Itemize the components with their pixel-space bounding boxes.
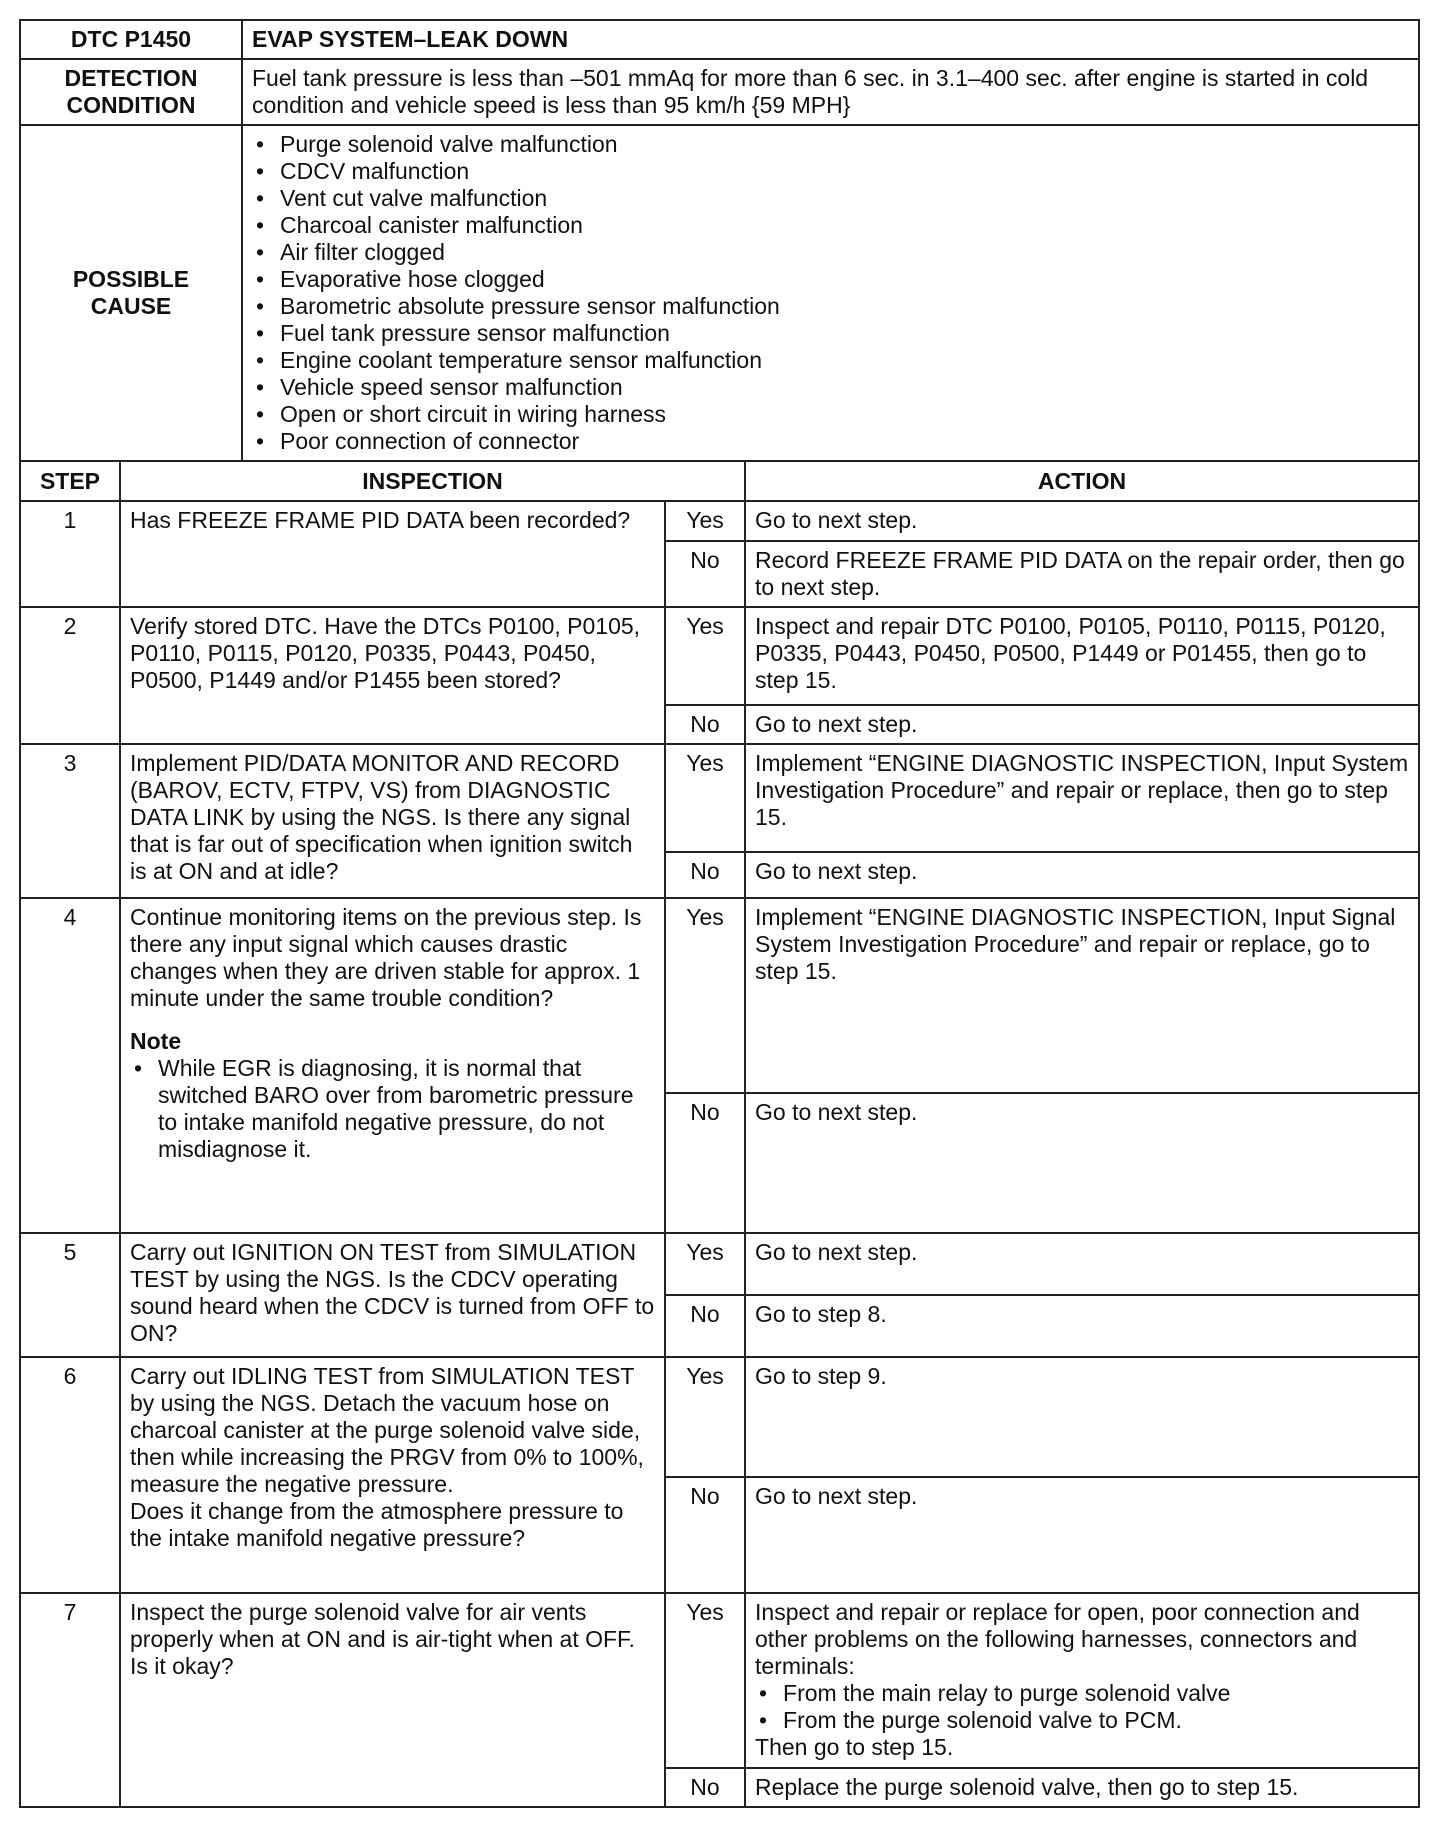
step-number: 4 xyxy=(20,898,120,1233)
step-number: 7 xyxy=(20,1593,120,1807)
note-label: Note xyxy=(130,1028,182,1054)
yes-label: Yes xyxy=(665,1357,745,1477)
yes-action: Inspect and repair DTC P0100, P0105, P0110, P0115, P0120, P0335, P0443, P0450, P0500, P1449 or P01455, then go to step 15. xyxy=(745,607,1419,705)
no-label: No xyxy=(665,1477,745,1593)
yes-action: Go to step 9. xyxy=(745,1357,1419,1477)
no-label: No xyxy=(665,541,745,607)
table-row xyxy=(20,607,1419,705)
yes-label: Yes xyxy=(665,501,745,541)
cause-item: • Open or short circuit in wiring harness xyxy=(252,401,1409,428)
possible-cause-list xyxy=(252,131,1409,455)
yes-action: Go to next step. xyxy=(745,1233,1419,1295)
step-number: 1 xyxy=(20,501,120,607)
possible-cause-cell xyxy=(242,125,1419,461)
step-number: 3 xyxy=(20,744,120,898)
cause-item: • CDCV malfunction xyxy=(252,158,1409,185)
cause-item: • Air filter clogged xyxy=(252,239,1409,266)
step-column-header: STEP xyxy=(20,461,120,501)
action-column-header: ACTION xyxy=(745,461,1419,501)
yes-label: Yes xyxy=(665,1233,745,1295)
note-list xyxy=(130,1055,655,1163)
no-action: Record FREEZE FRAME PID DATA on the repair order, then go to next step. xyxy=(745,541,1419,607)
table-row xyxy=(20,1357,1419,1477)
yes-label: Yes xyxy=(665,607,745,705)
cause-item: • Vehicle speed sensor malfunction xyxy=(252,374,1409,401)
no-action: Replace the purge solenoid valve, then go to step 15. xyxy=(745,1768,1419,1807)
possible-cause-label: POSSIBLE CAUSE xyxy=(20,125,242,461)
yes-label: Yes xyxy=(665,1593,745,1768)
step-table xyxy=(19,460,1420,1808)
yes-label: Yes xyxy=(665,898,745,1093)
step-inspection: Implement PID/DATA MONITOR AND RECORD (BAROV, ECTV, FTPV, VS) from DIAGNOSTIC DATA LINK by using the NGS. Is there any signal that is far out of specification when ignition switch is at ON and at idle? xyxy=(120,744,665,898)
cause-item: • Evaporative hose clogged xyxy=(252,266,1409,293)
step-number: 5 xyxy=(20,1233,120,1357)
yes-action: Go to next step. xyxy=(745,501,1419,541)
table-row xyxy=(20,501,1419,541)
step-number: 2 xyxy=(20,607,120,744)
cause-item: • Purge solenoid valve malfunction xyxy=(252,131,1409,158)
step-inspection-question: Does it change from the atmosphere pressure to the intake manifold negative pressure? xyxy=(130,1498,624,1551)
inspection-column-header: INSPECTION xyxy=(120,461,745,501)
yes-action: Implement “ENGINE DIAGNOSTIC INSPECTION, Input System Investigation Procedure” and repair or replace, then go to step 15. xyxy=(745,744,1419,852)
yes-action: Implement “ENGINE DIAGNOSTIC INSPECTION, Input Signal System Investigation Procedure” and repair or replace, go to step 15. xyxy=(745,898,1419,1093)
table-row xyxy=(20,898,1419,1093)
step-inspection: Carry out IDLING TEST from SIMULATION TEST by using the NGS. Detach the vacuum hose on charcoal canister at the purge solenoid valve side, then while increasing the PRGV from 0% to 100%, measure the negative pressure. xyxy=(130,1363,644,1497)
no-label: No xyxy=(665,705,745,744)
no-action: Go to step 8. xyxy=(745,1295,1419,1357)
detection-condition-label: DETECTION CONDITION xyxy=(20,59,242,125)
dtc-code: DTC P1450 xyxy=(20,20,242,59)
dtc-document xyxy=(19,19,1420,1808)
no-label: No xyxy=(665,1295,745,1357)
table-row xyxy=(20,1233,1419,1295)
step-inspection: Carry out IGNITION ON TEST from SIMULATION TEST by using the NGS. Is the CDCV operating sound heard when the CDCV is turned from OFF to ON? xyxy=(120,1233,665,1357)
detection-condition-text: Fuel tank pressure is less than –501 mmAq for more than 6 sec. in 3.1–400 sec. after engine is started in cold condition and vehicle speed is less than 95 km/h {59 MPH} xyxy=(242,59,1419,125)
step-inspection-cell xyxy=(120,898,665,1233)
note-text: • While EGR is diagnosing, it is normal that switched BARO over from barometric pressure to intake manifold negative pressure, do not misdiagnose it. xyxy=(130,1055,655,1163)
no-label: No xyxy=(665,852,745,898)
dtc-header-table xyxy=(19,19,1420,462)
step-inspection: Inspect the purge solenoid valve for air vents properly when at ON and is air-tight when at OFF. Is it okay? xyxy=(120,1593,665,1807)
no-action: Go to next step. xyxy=(745,1093,1419,1233)
harness-item: • From the purge solenoid valve to PCM. xyxy=(755,1707,1409,1734)
cause-item: • Fuel tank pressure sensor malfunction xyxy=(252,320,1409,347)
cause-item: • Engine coolant temperature sensor malfunction xyxy=(252,347,1409,374)
table-row xyxy=(20,744,1419,852)
yes-action-cell xyxy=(745,1593,1419,1768)
cause-item: • Barometric absolute pressure sensor malfunction xyxy=(252,293,1409,320)
no-label: No xyxy=(665,1768,745,1807)
harness-list xyxy=(755,1680,1409,1734)
cause-item: • Poor connection of connector xyxy=(252,428,1409,455)
step-number: 6 xyxy=(20,1357,120,1593)
step-inspection: Continue monitoring items on the previous step. Is there any input signal which causes drastic changes when they are driven stable for approx. 1 minute under the same trouble condition? xyxy=(130,904,642,1011)
no-action: Go to next step. xyxy=(745,1477,1419,1593)
no-action: Go to next step. xyxy=(745,705,1419,744)
step-inspection-cell xyxy=(120,1357,665,1593)
cause-item: • Charcoal canister malfunction xyxy=(252,212,1409,239)
yes-action: Inspect and repair or replace for open, poor connection and other problems on the following harnesses, connectors and terminals: xyxy=(755,1599,1360,1679)
dtc-title: EVAP SYSTEM–LEAK DOWN xyxy=(242,20,1419,59)
cause-item: • Vent cut valve malfunction xyxy=(252,185,1409,212)
yes-action-then: Then go to step 15. xyxy=(755,1734,954,1760)
yes-label: Yes xyxy=(665,744,745,852)
step-inspection: Verify stored DTC. Have the DTCs P0100, P0105, P0110, P0115, P0120, P0335, P0443, P0450, P0500, P1449 and/or P1455 been stored? xyxy=(120,607,665,744)
harness-item: • From the main relay to purge solenoid valve xyxy=(755,1680,1409,1707)
no-action: Go to next step. xyxy=(745,852,1419,898)
step-inspection: Has FREEZE FRAME PID DATA been recorded? xyxy=(120,501,665,607)
table-row xyxy=(20,1593,1419,1768)
no-label: No xyxy=(665,1093,745,1233)
